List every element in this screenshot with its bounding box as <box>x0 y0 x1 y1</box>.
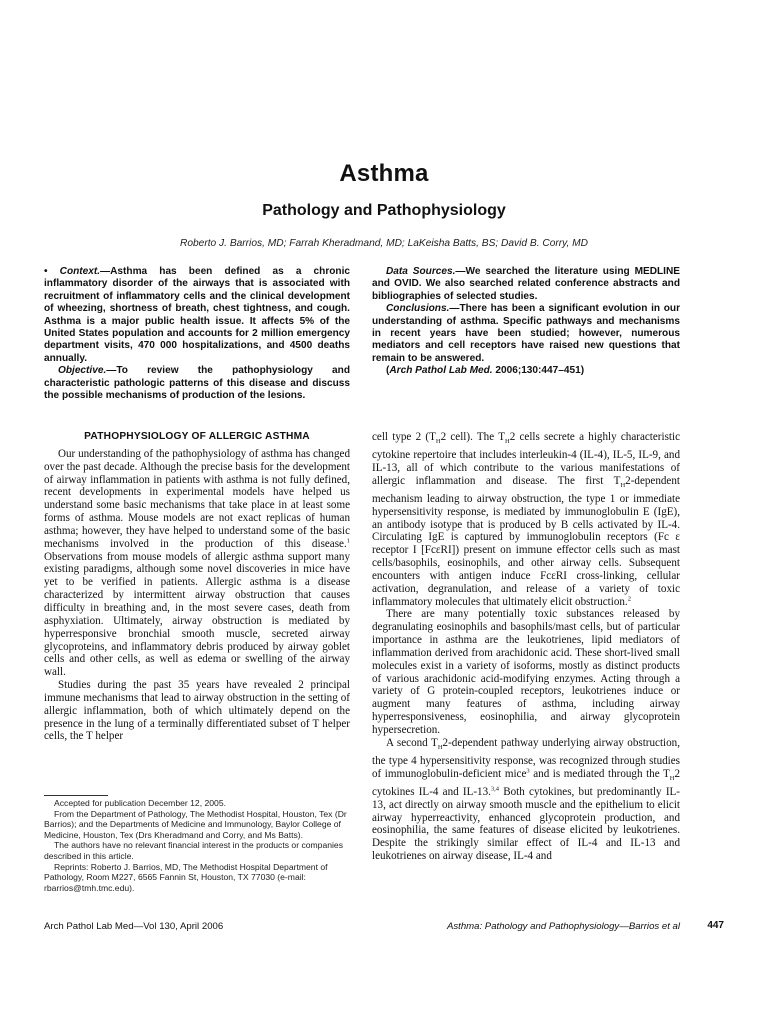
abstract-conclusions <box>372 303 680 365</box>
objective-label: Objective. <box>58 365 107 377</box>
objective-text: —To review the pathophysiology and characteristic pathologic patterns of this disease and discuss the possible mechanisms of production of the lesions. <box>44 365 350 402</box>
body-text: cell type 2 (T <box>372 431 436 443</box>
page-number: 447 <box>707 920 724 931</box>
abstract-objective <box>44 365 350 402</box>
context-text: —Asthma has been defined as a chronic inflammatory disorder of the airways that is associated with recruitment of inflammatory cells and the clinical development of wheezing, shortness of breath, chest tightness, and cough. Asthma is a major public health issue. It affects 5% of the United States population and accounts for 2 million emergency department visits, 470 000 hospitalizations, and 4500 deaths annually. <box>44 266 350 364</box>
body-text: 2 cytokines IL-4 and IL-13. <box>372 767 681 798</box>
body-paragraph <box>44 448 350 679</box>
body-text: Studies during the past 35 years have revealed 2 principal immune mechanisms that lead to airway obstruction in the setting of allergic inflammation, both of which ultimately depend on the presence in the lung of a terminally differentiated subset of T helper cells, the T helper <box>44 679 350 743</box>
reference-marker: 3,4 <box>490 785 500 793</box>
abstract-data-sources <box>372 266 680 303</box>
body-left-column <box>44 431 350 743</box>
footnote: From the Department of Pathology, The Methodist Hospital, Houston, Tex (Dr Barrios); and the Departments of Medicine and Immunology, Baylor College of Medicine, Houston, Tex (Drs Kheradmand and Corry, and Ms Batts). <box>44 808 347 840</box>
footnote: The authors have no relevant financial interest in the products or companies described in this article. <box>44 840 344 861</box>
abstract-right-column <box>372 266 680 378</box>
body-text: 2 cell). The T <box>440 431 505 443</box>
abstract-citation: (Arch Pathol Lab Med. 2006;130:447–451) <box>386 365 585 377</box>
body-text: and is mediated through the T <box>529 767 670 780</box>
footnote-divider <box>44 795 108 796</box>
subscript: H <box>437 744 443 752</box>
article-subtitle: Pathology and Pathophysiology <box>262 202 506 219</box>
bullet: • <box>44 266 48 277</box>
subscript: H <box>504 438 510 446</box>
abstract-left-column <box>44 266 350 402</box>
section-heading: PATHOPHYSIOLOGY OF ALLERGIC ASTHMA <box>84 431 310 442</box>
abstract-context <box>44 266 350 365</box>
citation-journal: Arch Pathol Lab Med. <box>389 365 493 377</box>
body-text: 2 cells secrete a highly characteristic cytokine repertoire that includes interleukin-4 (IL-4), IL-5, IL-9, and IL-13, all of which contribute to the various manifestations of allergic inflammation and disease. The first T <box>372 431 680 487</box>
body-text: A second T <box>386 736 438 749</box>
subscript: H <box>435 438 441 446</box>
body-text: 2-dependent pathway underlying airway obstruction, the type 4 hypersensitivity response, was recognized through studies of immunoglobulin-deficient mice <box>372 736 680 780</box>
author-list: Roberto J. Barrios, MD; Farrah Kheradmand, MD; LaKeisha Batts, BS; David B. Corry, MD <box>179 238 589 249</box>
footnotes <box>44 798 350 893</box>
body-paragraph <box>372 431 680 608</box>
body-paragraph <box>372 737 680 863</box>
body-text: Observations from mouse models of allergic asthma support many existing paradigms, although some novel discoveries in mice have yet to be verified in patients. Allergic asthma is a disease characterized by intermittent airway obstruction that causes difficulty in breathing and, in the most severe cases, death from asphyxiation. Ultimately, airway obstruction is mediated by hyperresponsive bronchial smooth muscle, secreted airway glycoproteins, and inflammatory debris produced by airway goblet cells and other cells, as well as edema or swelling of the airway wall. <box>44 550 350 679</box>
body-text: There are many potentially toxic substances released by degranulating eosinophils and basophils/mast cells, but of particular importance in asthma are the leukotrienes, lipid mediators of inflammation derived from arachidonic acid. These short-lived small molecules exist in a variety of isoforms, mostly as distinct products of various arachidonic acid-modifying enzymes. Acting through a variety of G protein-coupled receptors, leukotrienes induce or augment many features of asthma, including airway hyperresponsiveness, eosinophilia, and airway glycoprotein hypersecretion. <box>372 608 680 736</box>
data-sources-label: Data Sources. <box>386 266 456 277</box>
conclusions-text: —There has been a significant evolution in our understanding of asthma. Specific pathways and mechanisms in recent years have been studied; however, numerous mediators and cell receptors have raised new questions that remain to be answered. <box>372 303 680 364</box>
conclusions-label: Conclusions. <box>386 303 450 315</box>
footnote: Accepted for publication December 12, 2005. <box>54 798 226 808</box>
citation-rest: 2006;130:447–451) <box>492 365 585 377</box>
footer-running-title: Asthma: Pathology and Pathophysiology—Barrios et al <box>446 921 680 932</box>
data-sources-text: —We searched the literature using MEDLINE and OVID. We also searched related conference abstracts and bibliographies of selected studies. <box>372 266 680 302</box>
subscript: H <box>620 481 626 489</box>
footnote: Reprints: Roberto J. Barrios, MD, The Methodist Hospital Department of Pathology, Room M227, 6565 Fannin St, Houston, TX 77030 (e-mail: rbarrios@tmh.tmc.edu). <box>44 861 328 893</box>
reference-marker: 1 <box>346 537 350 545</box>
reference-marker: 2 <box>627 594 631 602</box>
body-text: Both cytokines, but predominantly IL-13, act directly on airway smooth muscle and the epithelium to elicit airway hyperreactivity, enhanced glycoprotein production, and eosinophilia, the same features of disease elicited by leukotrienes. Despite the strikingly similar effect of IL-4 and IL-13 and leukotrienes on airway disease, IL-4 and <box>372 785 680 863</box>
reference-marker: 3 <box>526 767 530 775</box>
subscript: H <box>669 774 675 782</box>
article-title: Asthma <box>339 160 429 187</box>
body-text: 2-dependent mechanism leading to airway obstruction, the type 1 or immediate hypersensitivity response, is mediated by immunoglobulin E (IgE), an antibody isotype that is produced by B cells activated by IL-4. Circulating IgE is captured by immunoglobulin receptors (Fc ε receptor I [FcεRI]) present on immune effector cells such as mast cells/basophils, eosinophils, and other airway cells. Subsequent encounters with antigen induce FcεRI cross-linking, cellular activation, degranulation, and release of a variety of toxic inflammatory molecules that ultimately elicit obstruction. <box>372 474 680 608</box>
body-paragraph <box>372 608 680 736</box>
footer-journal: Arch Pathol Lab Med—Vol 130, April 2006 <box>44 921 224 932</box>
body-text: Our understanding of the pathophysiology of asthma has changed over the past decade. Although the precise basis for the development of airway inflammation in patients with asthma is not fully defined, recent developments in experimental models have helped us understand some basic mechanisms that take place in at least some forms of asthma. Mouse models are not exact replicas of human asthma; however, they have helped to understand some of the basic mechanisms involved in the production of this disease. <box>44 447 350 550</box>
context-label: Context. <box>59 266 101 277</box>
body-paragraph <box>44 679 350 743</box>
body-right-column <box>372 431 680 863</box>
